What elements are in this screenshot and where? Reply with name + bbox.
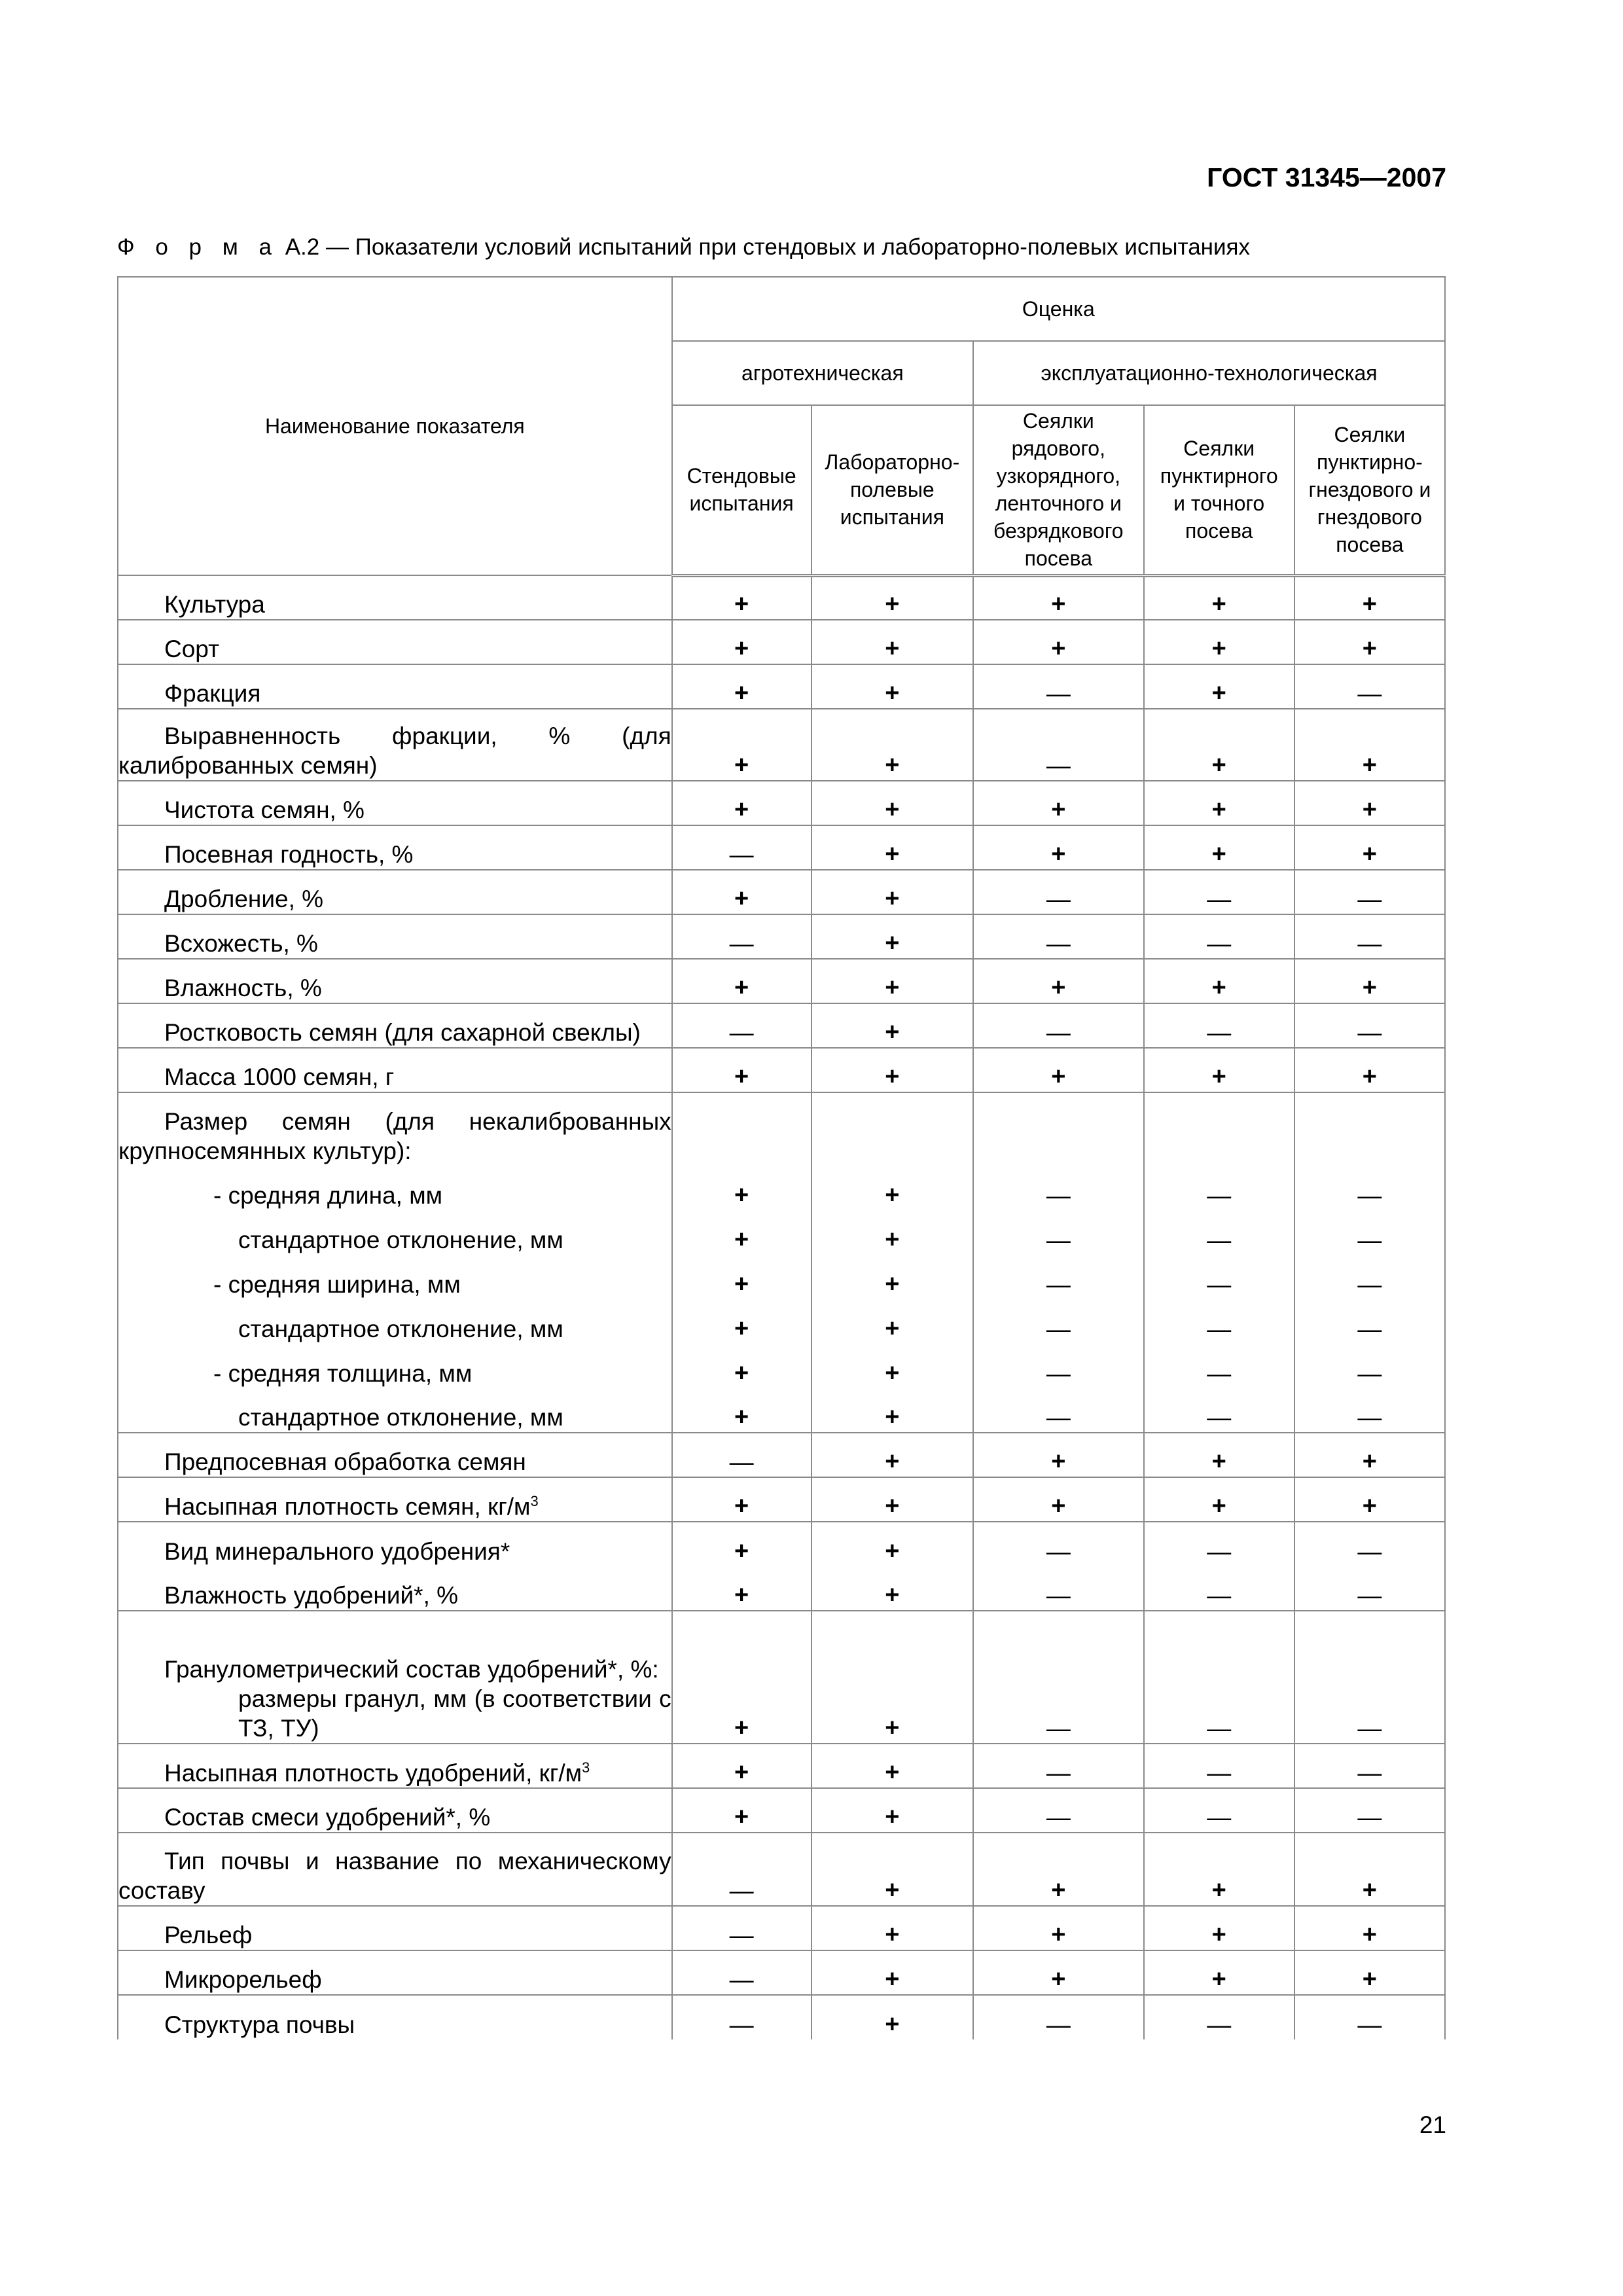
indicator-name-text: Микрорельеф [164, 1966, 322, 1993]
indicator-name-text: Всхожесть, % [164, 930, 318, 957]
mark-plus: + [1144, 959, 1294, 1003]
mark-dash: — [1294, 1684, 1445, 1744]
mark-plus: + [973, 1833, 1144, 1906]
indicator-name-text: - средняя толщина, мм [213, 1360, 473, 1387]
table-row [118, 1744, 1445, 1788]
indicator-name [118, 1684, 672, 1744]
mark-dash: — [1144, 1003, 1294, 1048]
mark-plus: + [672, 1477, 812, 1522]
mark-plus: + [672, 1210, 812, 1255]
mark-plus: + [672, 620, 812, 664]
indicator-name-text: Ростковость семян (для сахарной свеклы) [164, 1019, 641, 1046]
table-row [118, 1477, 1445, 1522]
table-row [118, 709, 1445, 781]
table-row [118, 959, 1445, 1003]
mark-dash: — [973, 1255, 1144, 1299]
indicator-name [118, 664, 672, 709]
mark-dash: — [1294, 870, 1445, 914]
header-indicator-name: Наименование показателя [118, 277, 672, 575]
mark-plus: + [812, 1166, 973, 1210]
indicator-name [118, 1255, 672, 1299]
mark-plus: + [812, 664, 973, 709]
mark-plus: + [812, 1744, 973, 1788]
mark-plus: + [812, 1344, 973, 1388]
mark-dash: — [973, 1344, 1144, 1388]
mark-plus: + [812, 575, 973, 620]
mark-dash: — [973, 1166, 1144, 1210]
mark-dash: — [672, 1833, 812, 1906]
indicator-name-text: Тип почвы и название по механическому составу [118, 1848, 671, 1904]
indicator-name-text: Дробление, % [164, 886, 324, 912]
indicator-name-text: Сорт [164, 636, 220, 662]
indicator-name-text: размеры гранул, мм (в соответствии с ТЗ, ТУ) [238, 1685, 671, 1742]
indicator-name-text: Влажность удобрений*, % [164, 1582, 459, 1609]
mark-plus: + [812, 1433, 973, 1477]
mark-plus: + [812, 1255, 973, 1299]
unit-superscript: 3 [530, 1492, 539, 1509]
mark-plus: + [1294, 1950, 1445, 1995]
table-row [118, 1388, 1445, 1433]
indicator-name-text: Состав смеси удобрений*, % [164, 1804, 491, 1831]
table-row [118, 1950, 1445, 1995]
header-col-precision-seeders: Сеялки пунктирного и точного посева [1144, 405, 1294, 575]
mark-dash: — [973, 1744, 1144, 1788]
indicator-name [118, 1995, 672, 2039]
table-row [118, 1048, 1445, 1092]
mark-dash: — [973, 1788, 1144, 1833]
document-code: ГОСТ 31345—2007 [1207, 162, 1446, 192]
table-header [118, 277, 1445, 575]
mark-dash: — [973, 870, 1144, 914]
table-row [118, 914, 1445, 959]
mark-plus: + [1144, 1048, 1294, 1092]
header-agrotechnical: агротехническая [672, 341, 973, 405]
table-row [118, 1433, 1445, 1477]
mark-empty [1294, 1611, 1445, 1684]
indicator-name-text: Влажность, % [164, 975, 322, 1001]
mark-plus: + [1144, 1833, 1294, 1906]
table-row [118, 1995, 1445, 2039]
mark-plus: + [672, 1344, 812, 1388]
header-col-bench: Стендовые испытания [672, 405, 812, 575]
indicator-name-text: Вид минерального удобрения* [164, 1538, 510, 1565]
header-operational: эксплуатационно-технологическая [973, 341, 1445, 405]
mark-empty [1144, 1092, 1294, 1166]
indicator-name-text: Масса 1000 семян, г [164, 1064, 395, 1090]
mark-dash: — [1144, 1684, 1294, 1744]
mark-plus: + [672, 1255, 812, 1299]
mark-plus: + [973, 1433, 1144, 1477]
indicator-name-text: Гранулометрический состав удобрений*, %: [164, 1656, 659, 1683]
mark-empty [973, 1092, 1144, 1166]
mark-plus: + [672, 781, 812, 825]
mark-plus: + [1144, 1906, 1294, 1950]
indicator-name-text: Насыпная плотность удобрений, кг/м [164, 1759, 582, 1786]
mark-dash: — [1294, 1995, 1445, 2039]
mark-dash: — [1144, 1788, 1294, 1833]
mark-plus: + [672, 664, 812, 709]
header-col-hill-seeders: Сеялки пунктирно-гнездового и гнездового посева [1294, 405, 1445, 575]
mark-plus: + [973, 959, 1144, 1003]
mark-plus: + [672, 959, 812, 1003]
mark-plus: + [1294, 575, 1445, 620]
mark-plus: + [1294, 709, 1445, 781]
indicator-name [118, 1611, 672, 1684]
mark-plus: + [812, 1299, 973, 1344]
mark-dash: — [1144, 1210, 1294, 1255]
table-row [118, 575, 1445, 620]
table-row [118, 664, 1445, 709]
mark-plus: + [812, 620, 973, 664]
mark-plus: + [812, 870, 973, 914]
mark-plus: + [1294, 959, 1445, 1003]
indicator-name [118, 620, 672, 664]
mark-plus: + [973, 1906, 1144, 1950]
mark-dash: — [1144, 870, 1294, 914]
indicator-name-text: стандартное отклонение, мм [238, 1227, 563, 1253]
mark-plus: + [973, 575, 1144, 620]
indicator-name-text: Чистота семян, % [164, 797, 365, 823]
mark-plus: + [812, 1906, 973, 1950]
mark-dash: — [1144, 1995, 1294, 2039]
mark-dash: — [973, 1210, 1144, 1255]
table-row [118, 1255, 1445, 1299]
indicator-name [118, 1566, 672, 1611]
mark-dash: — [1144, 1388, 1294, 1433]
indicator-name-text: стандартное отклонение, мм [238, 1316, 563, 1342]
mark-plus: + [672, 1744, 812, 1788]
mark-dash: — [1144, 1299, 1294, 1344]
mark-plus: + [812, 1522, 973, 1566]
mark-empty [672, 1092, 812, 1166]
mark-dash: — [672, 1433, 812, 1477]
mark-plus: + [672, 1788, 812, 1833]
table-row [118, 1566, 1445, 1611]
table-row [118, 1344, 1445, 1388]
indicator-name [118, 1003, 672, 1048]
mark-dash: — [973, 1388, 1144, 1433]
mark-dash: — [1294, 1166, 1445, 1210]
table-row [118, 1522, 1445, 1566]
page-number: 21 [1419, 2111, 1446, 2138]
indicator-name-text: - средняя ширина, мм [213, 1271, 461, 1298]
mark-dash: — [1294, 1388, 1445, 1433]
indicator-name [118, 1166, 672, 1210]
mark-empty [973, 1611, 1144, 1684]
mark-plus: + [672, 709, 812, 781]
mark-dash: — [1294, 1255, 1445, 1299]
indicator-name-text: - средняя длина, мм [213, 1182, 443, 1209]
mark-plus: + [812, 825, 973, 870]
mark-plus: + [672, 1299, 812, 1344]
header-col-row-seeders: Сеялки рядового, узкорядного, ленточного и безрядкового посева [973, 405, 1144, 575]
table-row [118, 1611, 1445, 1684]
table-body [118, 575, 1445, 2039]
indicator-name [118, 1299, 672, 1344]
mark-plus: + [1294, 1477, 1445, 1522]
indicators-table [117, 276, 1446, 2039]
indicator-name-text: Размер семян (для некалиброванных крупносемянных культур): [118, 1108, 671, 1164]
mark-dash: — [1144, 914, 1294, 959]
mark-plus: + [973, 620, 1144, 664]
table-row [118, 1299, 1445, 1344]
table-row [118, 825, 1445, 870]
indicator-name [118, 1788, 672, 1833]
unit-superscript: 3 [582, 1759, 590, 1776]
indicator-name [118, 575, 672, 620]
mark-plus: + [812, 1833, 973, 1906]
mark-dash: — [973, 914, 1144, 959]
mark-dash: — [672, 1906, 812, 1950]
table-row [118, 1788, 1445, 1833]
mark-empty [1144, 1611, 1294, 1684]
mark-plus: + [672, 1566, 812, 1611]
mark-dash: — [973, 1299, 1144, 1344]
indicator-name-text: Насыпная плотность семян, кг/м [164, 1493, 531, 1520]
mark-plus: + [812, 1566, 973, 1611]
mark-dash: — [1294, 1788, 1445, 1833]
mark-dash: — [1144, 1344, 1294, 1388]
mark-empty [812, 1092, 973, 1166]
table-row [118, 1003, 1445, 1048]
mark-plus: + [812, 709, 973, 781]
mark-plus: + [812, 1684, 973, 1744]
mark-plus: + [1144, 825, 1294, 870]
indicator-name [118, 1092, 672, 1166]
mark-dash: — [973, 664, 1144, 709]
mark-plus: + [973, 1048, 1144, 1092]
mark-empty [672, 1611, 812, 1684]
indicator-name-text: стандартное отклонение, мм [238, 1404, 563, 1431]
mark-plus: + [1294, 1833, 1445, 1906]
indicator-name [118, 1388, 672, 1433]
mark-plus: + [973, 1950, 1144, 1995]
table-row [118, 1833, 1445, 1906]
mark-plus: + [812, 914, 973, 959]
mark-dash: — [1294, 1744, 1445, 1788]
table-row [118, 781, 1445, 825]
table-row [118, 1906, 1445, 1950]
mark-plus: + [812, 1995, 973, 2039]
indicator-name-text: Выравненность фракции, % (для калиброванных семян) [118, 723, 671, 779]
mark-plus: + [1144, 1433, 1294, 1477]
mark-plus: + [672, 575, 812, 620]
mark-plus: + [1144, 620, 1294, 664]
mark-plus: + [1144, 1477, 1294, 1522]
indicator-name [118, 781, 672, 825]
mark-dash: — [672, 1950, 812, 1995]
mark-plus: + [812, 1003, 973, 1048]
mark-dash: — [672, 1995, 812, 2039]
mark-plus: + [1144, 709, 1294, 781]
mark-plus: + [1294, 781, 1445, 825]
mark-dash: — [1294, 1522, 1445, 1566]
header-col-lab-field: Лабораторно-полевые испытания [812, 405, 973, 575]
mark-plus: + [1144, 781, 1294, 825]
indicator-name [118, 1906, 672, 1950]
mark-plus: + [812, 1788, 973, 1833]
mark-plus: + [812, 1950, 973, 1995]
indicator-name [118, 1477, 672, 1522]
mark-plus: + [1294, 825, 1445, 870]
mark-dash: — [1294, 1344, 1445, 1388]
mark-plus: + [1144, 1950, 1294, 1995]
mark-plus: + [672, 1684, 812, 1744]
mark-plus: + [1294, 1433, 1445, 1477]
indicator-name [118, 1048, 672, 1092]
mark-dash: — [1294, 914, 1445, 959]
table-row [118, 1210, 1445, 1255]
mark-dash: — [672, 825, 812, 870]
mark-plus: + [1144, 664, 1294, 709]
mark-plus: + [973, 825, 1144, 870]
header-evaluation: Оценка [672, 277, 1445, 341]
mark-plus: + [1144, 575, 1294, 620]
mark-dash: — [973, 1003, 1144, 1048]
mark-dash: — [1294, 1299, 1445, 1344]
mark-plus: + [672, 870, 812, 914]
indicator-name [118, 1950, 672, 1995]
mark-dash: — [973, 1995, 1144, 2039]
form-caption-text: А.2 — Показатели условий испытаний при стендовых и лабораторно-полевых испытаниях [278, 234, 1250, 260]
indicator-name [118, 1210, 672, 1255]
indicator-name [118, 1344, 672, 1388]
mark-plus: + [812, 781, 973, 825]
indicator-name [118, 959, 672, 1003]
mark-plus: + [812, 1048, 973, 1092]
mark-plus: + [973, 781, 1144, 825]
mark-plus: + [812, 959, 973, 1003]
indicator-name [118, 825, 672, 870]
table-row [118, 1092, 1445, 1166]
mark-plus: + [973, 1477, 1144, 1522]
mark-dash: — [1144, 1166, 1294, 1210]
mark-plus: + [672, 1048, 812, 1092]
mark-dash: — [1294, 1210, 1445, 1255]
mark-dash: — [973, 709, 1144, 781]
indicator-name [118, 914, 672, 959]
indicator-name-text: Предпосевная обработка семян [164, 1448, 526, 1475]
mark-dash: — [1294, 664, 1445, 709]
form-caption [117, 234, 1465, 260]
mark-dash: — [1144, 1566, 1294, 1611]
mark-plus: + [672, 1522, 812, 1566]
mark-dash: — [1294, 1566, 1445, 1611]
mark-dash: — [973, 1522, 1144, 1566]
indicator-name-text: Культура [164, 591, 265, 618]
indicator-name [118, 709, 672, 781]
mark-empty [1294, 1092, 1445, 1166]
mark-plus: + [812, 1477, 973, 1522]
table-row [118, 1684, 1445, 1744]
mark-dash: — [973, 1684, 1144, 1744]
indicator-name-text: Посевная годность, % [164, 841, 414, 868]
mark-dash: — [1144, 1744, 1294, 1788]
mark-dash: — [1144, 1522, 1294, 1566]
mark-plus: + [1294, 1906, 1445, 1950]
mark-dash: — [1294, 1003, 1445, 1048]
indicator-name [118, 1522, 672, 1566]
mark-plus: + [812, 1210, 973, 1255]
mark-plus: + [1294, 620, 1445, 664]
indicator-name-text: Рельеф [164, 1922, 253, 1948]
mark-dash: — [672, 1003, 812, 1048]
mark-plus: + [812, 1388, 973, 1433]
mark-plus: + [1294, 1048, 1445, 1092]
mark-dash: — [973, 1566, 1144, 1611]
indicator-name [118, 1744, 672, 1788]
mark-plus: + [672, 1388, 812, 1433]
indicator-name-text: Фракция [164, 680, 261, 707]
table-row [118, 870, 1445, 914]
mark-plus: + [672, 1166, 812, 1210]
indicator-name [118, 1433, 672, 1477]
mark-dash: — [672, 914, 812, 959]
indicator-name-text: Структура почвы [164, 2011, 355, 2038]
mark-dash: — [1144, 1255, 1294, 1299]
table-row [118, 1166, 1445, 1210]
indicator-name [118, 1833, 672, 1906]
mark-empty [812, 1611, 973, 1684]
form-caption-prefix: Ф о р м а [117, 234, 279, 260]
indicator-name [118, 870, 672, 914]
table-row [118, 620, 1445, 664]
